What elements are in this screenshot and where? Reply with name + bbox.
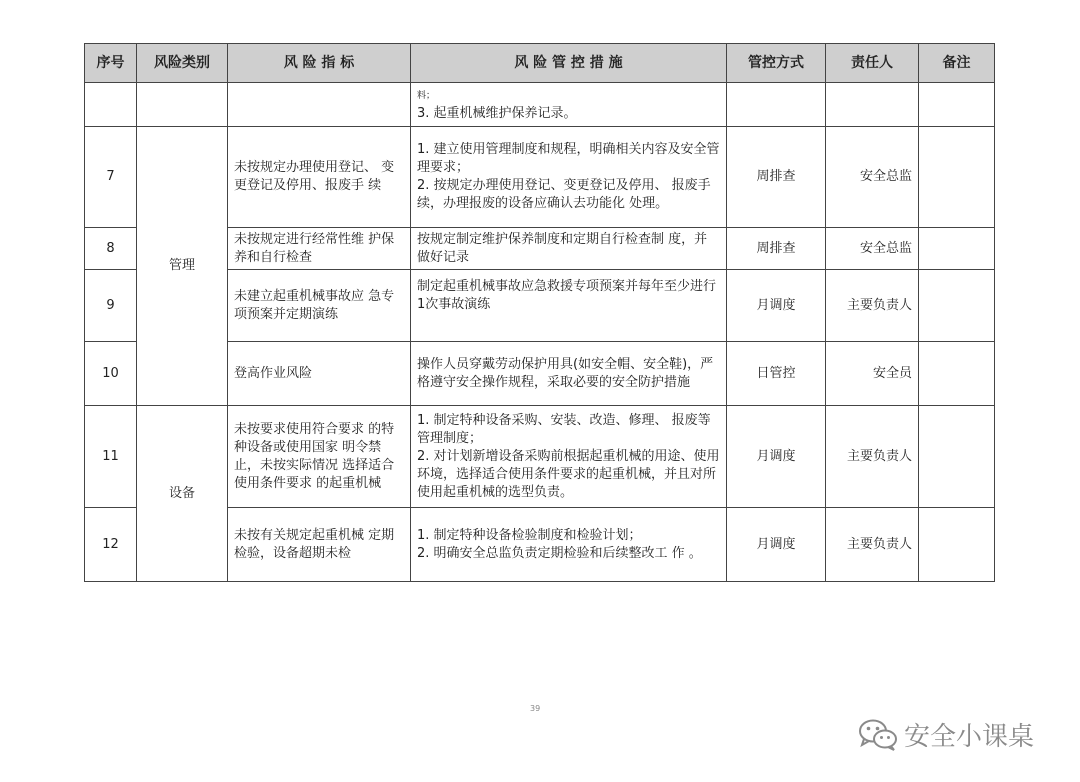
cell-no: 12 [85, 508, 137, 582]
risk-control-table [84, 43, 995, 582]
cell-person: 安全总监 [826, 228, 919, 270]
cell-person [826, 83, 919, 127]
cell-measures [411, 270, 727, 342]
cell-note [919, 228, 995, 270]
cell-category [137, 83, 228, 127]
measure-line: 2. 明确安全总监负责定期检验和后续整改工 作 。 [417, 545, 702, 561]
header-category: 风险类别 [137, 44, 228, 83]
cell-no: 10 [85, 342, 137, 406]
watermark-text: 安全小课桌 [904, 722, 1035, 752]
cell-mode: 周排查 [727, 127, 826, 228]
cell-category: 管理 [137, 127, 228, 406]
cell-measures [411, 83, 727, 127]
cell-person: 主要负责人 [826, 508, 919, 582]
cell-mode [727, 83, 826, 127]
measure-line: 1. 制定特种设备采购、安装、改造、修理、 报废等管理制度； [417, 412, 711, 446]
cell-note [919, 270, 995, 342]
page-number: 39 [530, 704, 541, 713]
cell-no: 11 [85, 406, 137, 508]
cell-measures [411, 406, 727, 508]
cell-note [919, 83, 995, 127]
table-row [85, 83, 995, 127]
cell-indicator [228, 83, 411, 127]
measure-line: 制定起重机械事故应急救援专项预案并每年至少进行1次事故演练 [417, 279, 717, 312]
header-indicator: 风 险 指 标 [228, 44, 411, 83]
cell-person: 安全总监 [826, 127, 919, 228]
header-measures: 风 险 管 控 措 施 [411, 44, 727, 83]
cell-note [919, 508, 995, 582]
cell-note [919, 406, 995, 508]
cell-indicator: 未按规定办理使用登记、 变更登记及停用、报废手 续 [228, 127, 411, 228]
header-no: 序号 [85, 44, 137, 83]
measure-line: 按规定制定维护保养制度和定期自行检查制 度，并做好记录 [417, 231, 708, 265]
cell-mode: 周排查 [727, 228, 826, 270]
cell-measures [411, 127, 727, 228]
cell-indicator: 未按有关规定起重机械 定期检验，设备超期未检 [228, 508, 411, 582]
cell-note [919, 127, 995, 228]
cell-indicator: 未建立起重机械事故应 急专项预案并定期演练 [228, 270, 411, 342]
wechat-icon [858, 718, 898, 752]
cell-person: 主要负责人 [826, 270, 919, 342]
table-row [85, 406, 995, 508]
cell-person: 安全员 [826, 342, 919, 406]
cell-measures [411, 228, 727, 270]
measure-line: 料； [417, 90, 436, 101]
header-note: 备注 [919, 44, 995, 83]
cell-no: 9 [85, 270, 137, 342]
cell-no: 8 [85, 228, 137, 270]
measure-line: 3. 起重机械维护保养记录。 [417, 105, 577, 121]
cell-mode: 日管控 [727, 342, 826, 406]
measure-line: 2. 按规定办理使用登记、变更登记及停用、 报废手续，办理报废的设备应确认去功能化 处理。 [417, 178, 711, 211]
cell-indicator: 登高作业风险 [228, 342, 411, 406]
cell-measures [411, 508, 727, 582]
table-row [85, 127, 995, 228]
cell-category: 设备 [137, 406, 228, 582]
measure-line: 1. 制定特种设备检验制度和检验计划； [417, 527, 642, 543]
cell-indicator: 未按要求使用符合要求 的特种设备或使用国家 明令禁止，未按实际情况 选择适合使用条件要求 的起重机械 [228, 406, 411, 508]
header-person: 责任人 [826, 44, 919, 83]
cell-no: 7 [85, 127, 137, 228]
measure-line: 1. 建立使用管理制度和规程，明确相关内容及安全管理要求； [417, 142, 720, 175]
cell-measures [411, 342, 727, 406]
cell-mode: 月调度 [727, 508, 826, 582]
cell-no [85, 83, 137, 127]
cell-mode: 月调度 [727, 406, 826, 508]
cell-indicator: 未按规定进行经常性维 护保养和自行检查 [228, 228, 411, 270]
cell-mode: 月调度 [727, 270, 826, 342]
cell-person: 主要负责人 [826, 406, 919, 508]
measure-line: 操作人员穿戴劳动保护用具(如安全帽、安全鞋)，严格遵守安全操作规程，采取必要的安全防护措施 [417, 356, 714, 390]
header-mode: 管控方式 [727, 44, 826, 83]
watermark [858, 716, 1034, 753]
table-header-row [85, 44, 995, 83]
measure-line: 2. 对计划新增设备采购前根据起重机械的用途、使用环境，选择适合使用条件要求的起重机械，并且对所使用起重机械的选型负责。 [417, 448, 720, 500]
cell-note [919, 342, 995, 406]
